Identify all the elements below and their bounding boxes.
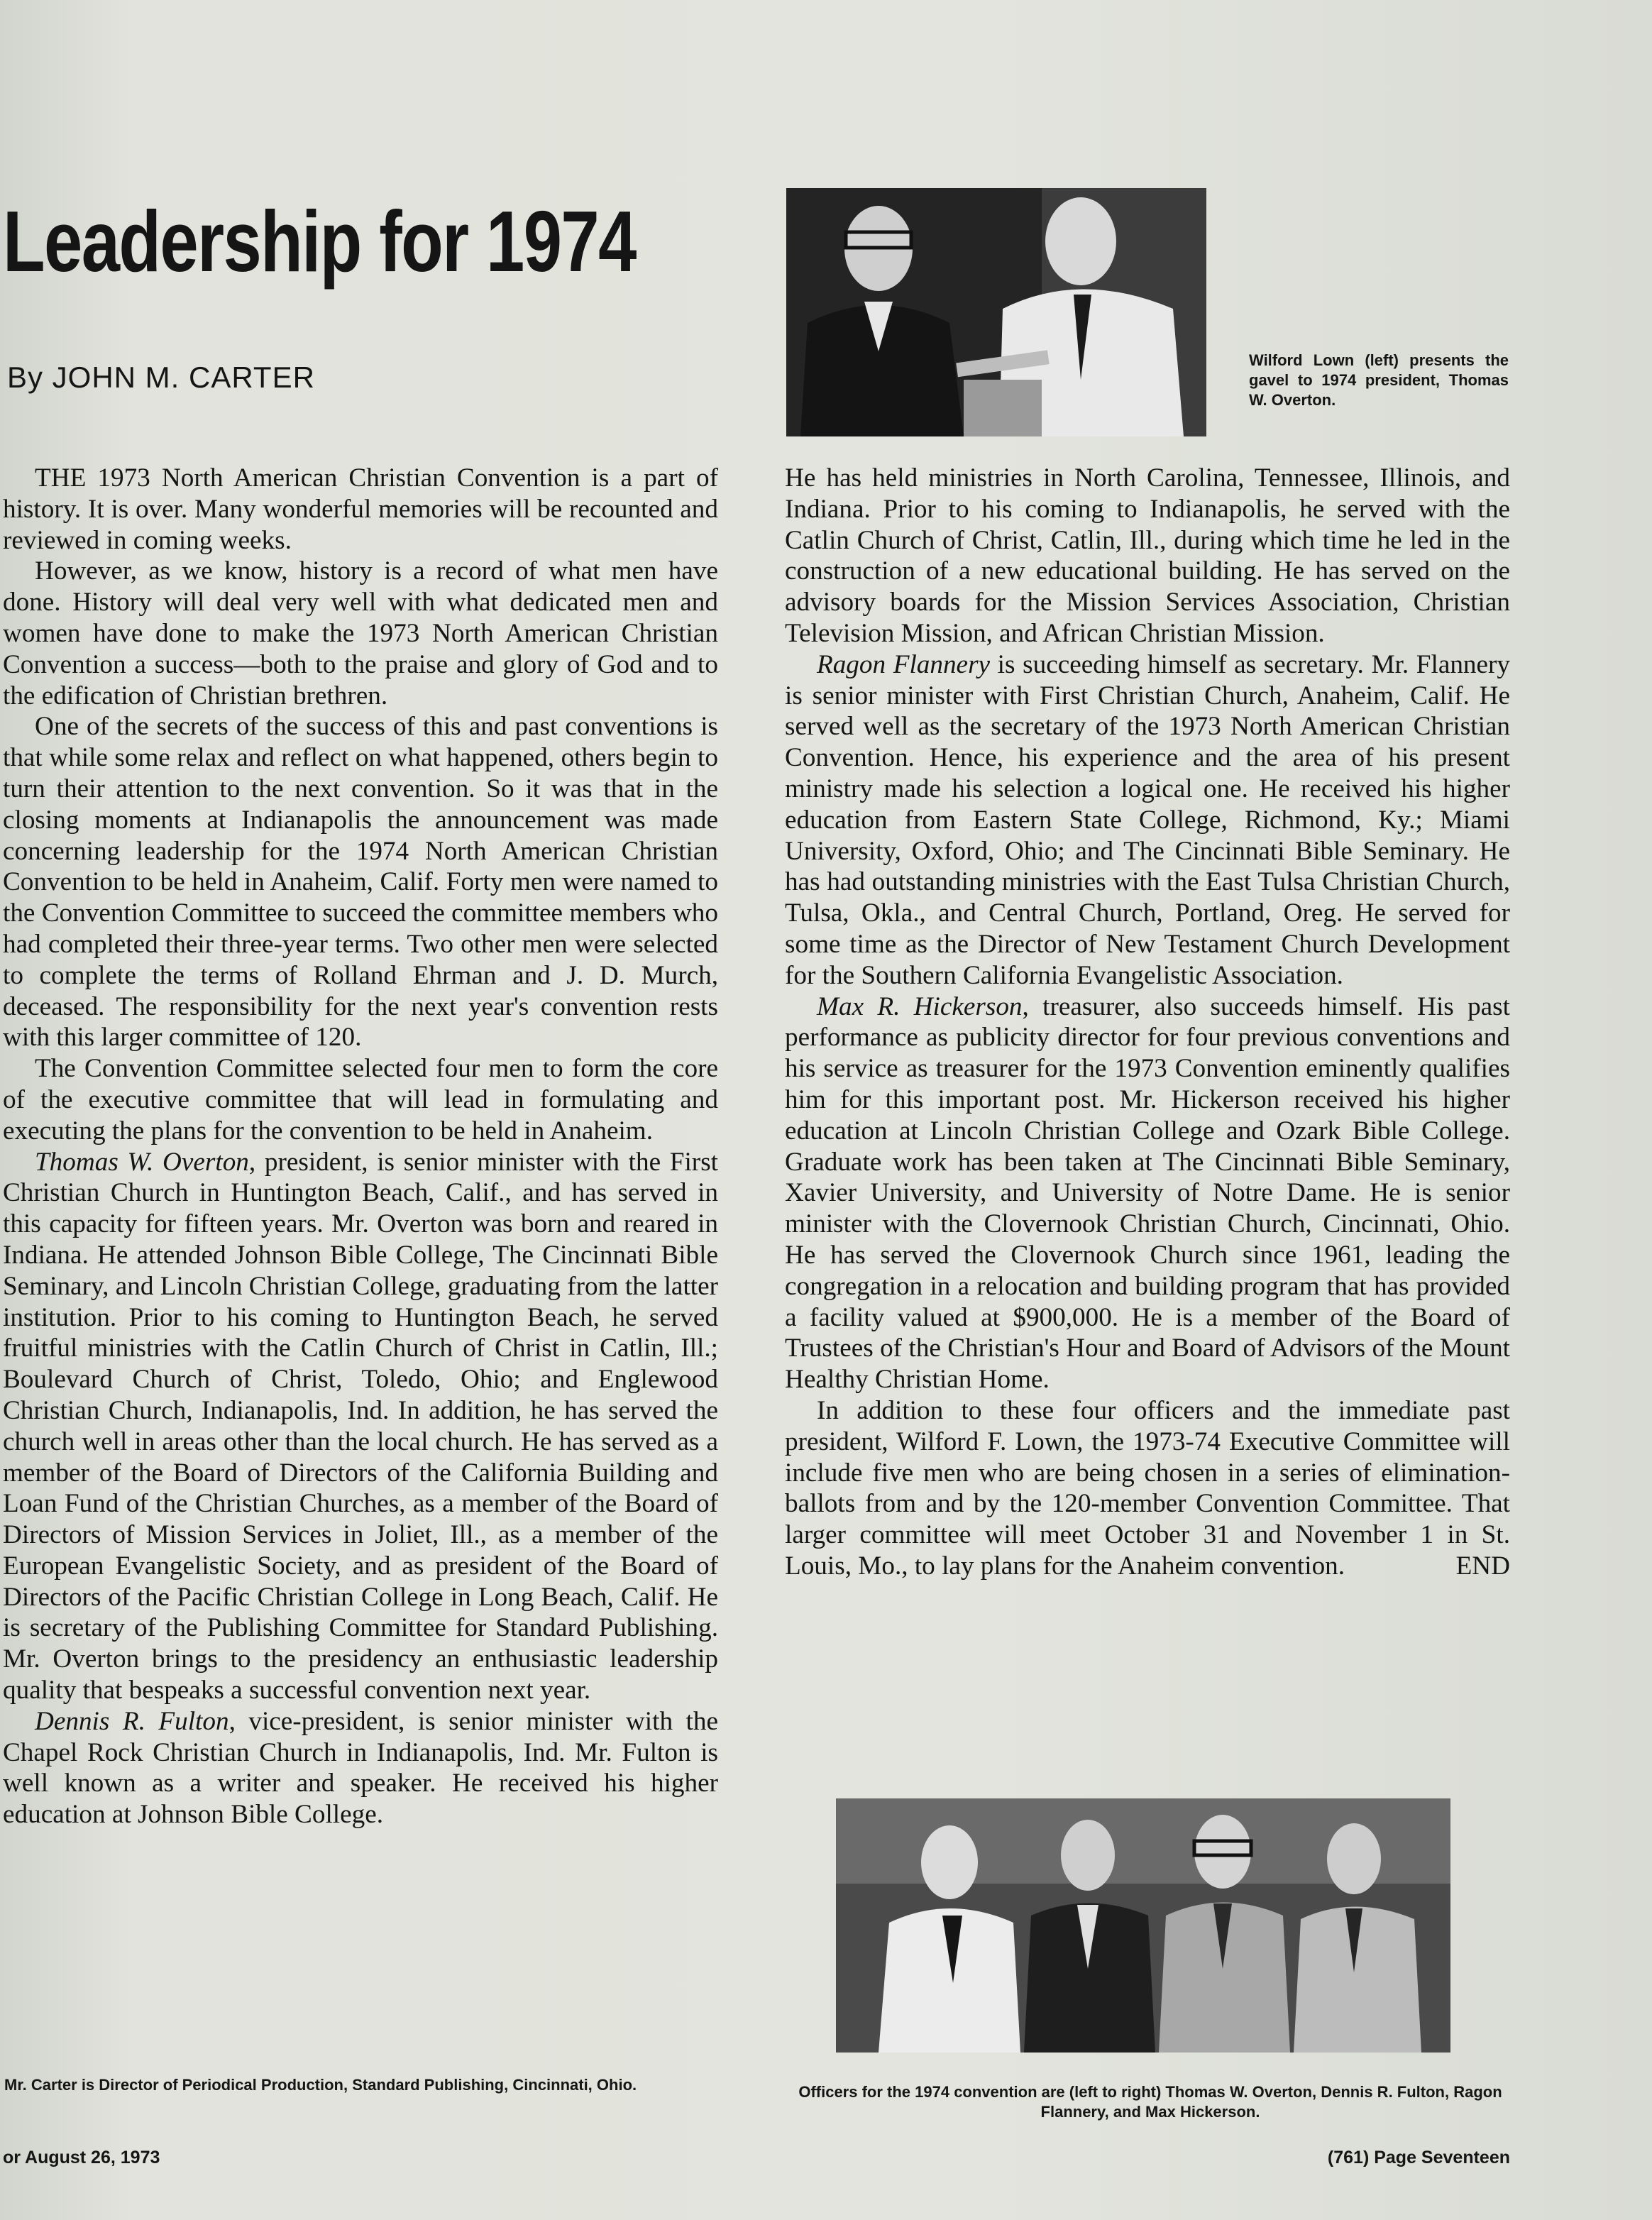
paragraph: THE 1973 North American Christian Convention is a part of history. It is over. Many wonderful memories will be recounted and reviewed in coming weeks.: [3, 463, 718, 555]
paragraph: He has held ministries in North Carolina, Tennessee, Illinois, and Indiana. Prior to his coming to Indianapolis, he served with the Catlin Church of Christ, Catlin, Ill., during which time he led in the construction of a new educational building. He has served on the advisory boards for the Mission Services Association, Christian Television Mission, and African Christian Mission.: [785, 463, 1510, 648]
paragraph: [785, 649, 1510, 991]
end-mark: END: [1455, 1551, 1510, 1581]
right-column: [785, 463, 1510, 1582]
paragraph: [785, 991, 1510, 1395]
officer-name: Dennis R. Fulton: [35, 1706, 229, 1736]
paragraph-text: is succeeding himself as secretary. Mr. Flannery is senior minister with First Christian Church, Anaheim, Calif. He served well as the secretary of the 1973 North American Christian Convention. Hence, his experience and the area of his present ministry made his selection a logical one. He received his higher education from Eastern State College, Richmond, Ky.; Miami University, Oxford, Ohio; and The Cincinnati Bible Seminary. He has had outstanding ministries with the East Tulsa Christian Church, Tulsa, Okla., and Central Church, Portland, Oreg. He served for some time as the Director of New Testament Church Development for the Southern California Evangelistic Association.: [785, 649, 1510, 990]
byline: By JOHN M. CARTER: [7, 361, 315, 394]
paragraph-text: , treasurer, also succeeds himself. His past performance as publicity director for four previous conventions and his service as treasurer for the 1973 Convention eminently qualifies him for this important post. Mr. Hickerson received his higher education at Lincoln Christian College and Ozark Bible College. Graduate work has been taken at The Cincinnati Bible Seminary, Xavier University, and University of Notre Dame. He is senior minister with the Clovernook Christian Church, Cincinnati, Ohio. He has served the Clovernook Church since 1961, leading the congregation in a relocation and building program that has provided a facility valued at $900,000. He is a member of the Board of Trustees of the Christian's Hour and Board of Advisors of the Mount Healthy Christian Home.: [785, 991, 1510, 1395]
article-title: Leadership for 1974: [3, 193, 636, 290]
photo-caption-top: Wilford Lown (left) presents the gavel to 1974 president, Thomas W. Overton.: [1249, 351, 1509, 409]
photo-gavel-presentation: [786, 188, 1206, 436]
author-footnote: Mr. Carter is Director of Periodical Production, Standard Publishing, Cincinnati, Ohio.: [4, 2076, 637, 2094]
officer-name: Thomas W. Overton: [35, 1147, 249, 1177]
left-column: [3, 463, 718, 1830]
photo-caption-bottom: Officers for the 1974 convention are (left to right) Thomas W. Overton, Dennis R. Fulton, Ragon Flannery, and Max Hickerson.: [798, 2083, 1502, 2121]
paragraph: The Convention Committee selected four men to form the core of the executive committee that will lead in formulating and executing the plans for the convention to be held in Anaheim.: [3, 1054, 718, 1145]
photo-officers-illustration: [836, 1798, 1450, 2053]
paragraph: One of the secrets of the success of this and past conventions is that while some relax and reflect on what happened, others begin to turn their attention to the next convention. So it was that in the closing moments at Indianapolis the announcement was made concerning leadership for the 1974 North American Christian Convention to be held in Anaheim, Calif. Forty men were named to the Convention Committee to succeed the committee members who had completed their three-year terms. Two other men were selected to complete the terms of Rolland Ehrman and J. D. Murch, deceased. The responsibility for the next year's convention rests with this larger committee of 120.: [3, 712, 718, 1053]
officer-name: Max R. Hickerson: [817, 991, 1023, 1021]
footer-page-number: (761) Page Seventeen: [1327, 2148, 1510, 2167]
paragraph: [3, 1706, 718, 1830]
paragraph-text: In addition to these four officers and the immediate past president, Wilford F. Lown, the 1973-74 Executive Committee will include five men who are being chosen in a series of elimination-ballots from and by the 120-member Convention Committee. That larger committee will meet October 31 and November 1 in St. Louis, Mo., to lay plans for the Anaheim convention.: [785, 1395, 1510, 1581]
officer-name: Ragon Flannery: [817, 649, 991, 679]
paragraph: However, as we know, history is a record of what men have done. History will deal very well with what dedicated men and women have done to make the 1973 North American Christian Convention a success—both to the praise and glory of God and to the edification of Christian brethren.: [3, 556, 718, 710]
paragraph: [785, 1395, 1510, 1582]
photo-gavel-illustration: [786, 188, 1206, 436]
paragraph-text: , vice-president, is senior minister with the Chapel Rock Christian Church in Indianapolis, Ind. Mr. Fulton is well known as a writer and speaker. He received his higher education at Johnson Bible College.: [3, 1706, 718, 1830]
paragraph: [3, 1147, 718, 1706]
paragraph-text: , president, is senior minister with the First Christian Church in Huntington Beach, Calif., and has served in this capacity for fifteen years. Mr. Overton was born and reared in Indiana. He attended Johnson Bible College, The Cincinnati Bible Seminary, and Lincoln Christian College, graduating from the latter institution. Prior to his coming to Huntington Beach, he served fruitful ministries with the Catlin Church of Christ in Catlin, Ill.; Boulevard Church of Christ, Toledo, Ohio; and Englewood Christian Church, Indianapolis, Ind. In addition, he has served the church well in areas other than the local church. He has served as a member of the Board of Directors of the California Building and Loan Fund of the Christian Churches, as a member of the Board of Directors of Mission Services in Joliet, Ill., as a member of the European Evangelistic Society, and as president of the Board of Directors of the Pacific Christian College in Long Beach, Calif. He is secretary of the Publishing Committee for Standard Publishing. Mr. Overton brings to the presidency an enthusiastic leadership quality that bespeaks a successful convention next year.: [3, 1147, 718, 1705]
photo-officers: [836, 1798, 1450, 2053]
footer-date: or August 26, 1973: [3, 2148, 160, 2167]
